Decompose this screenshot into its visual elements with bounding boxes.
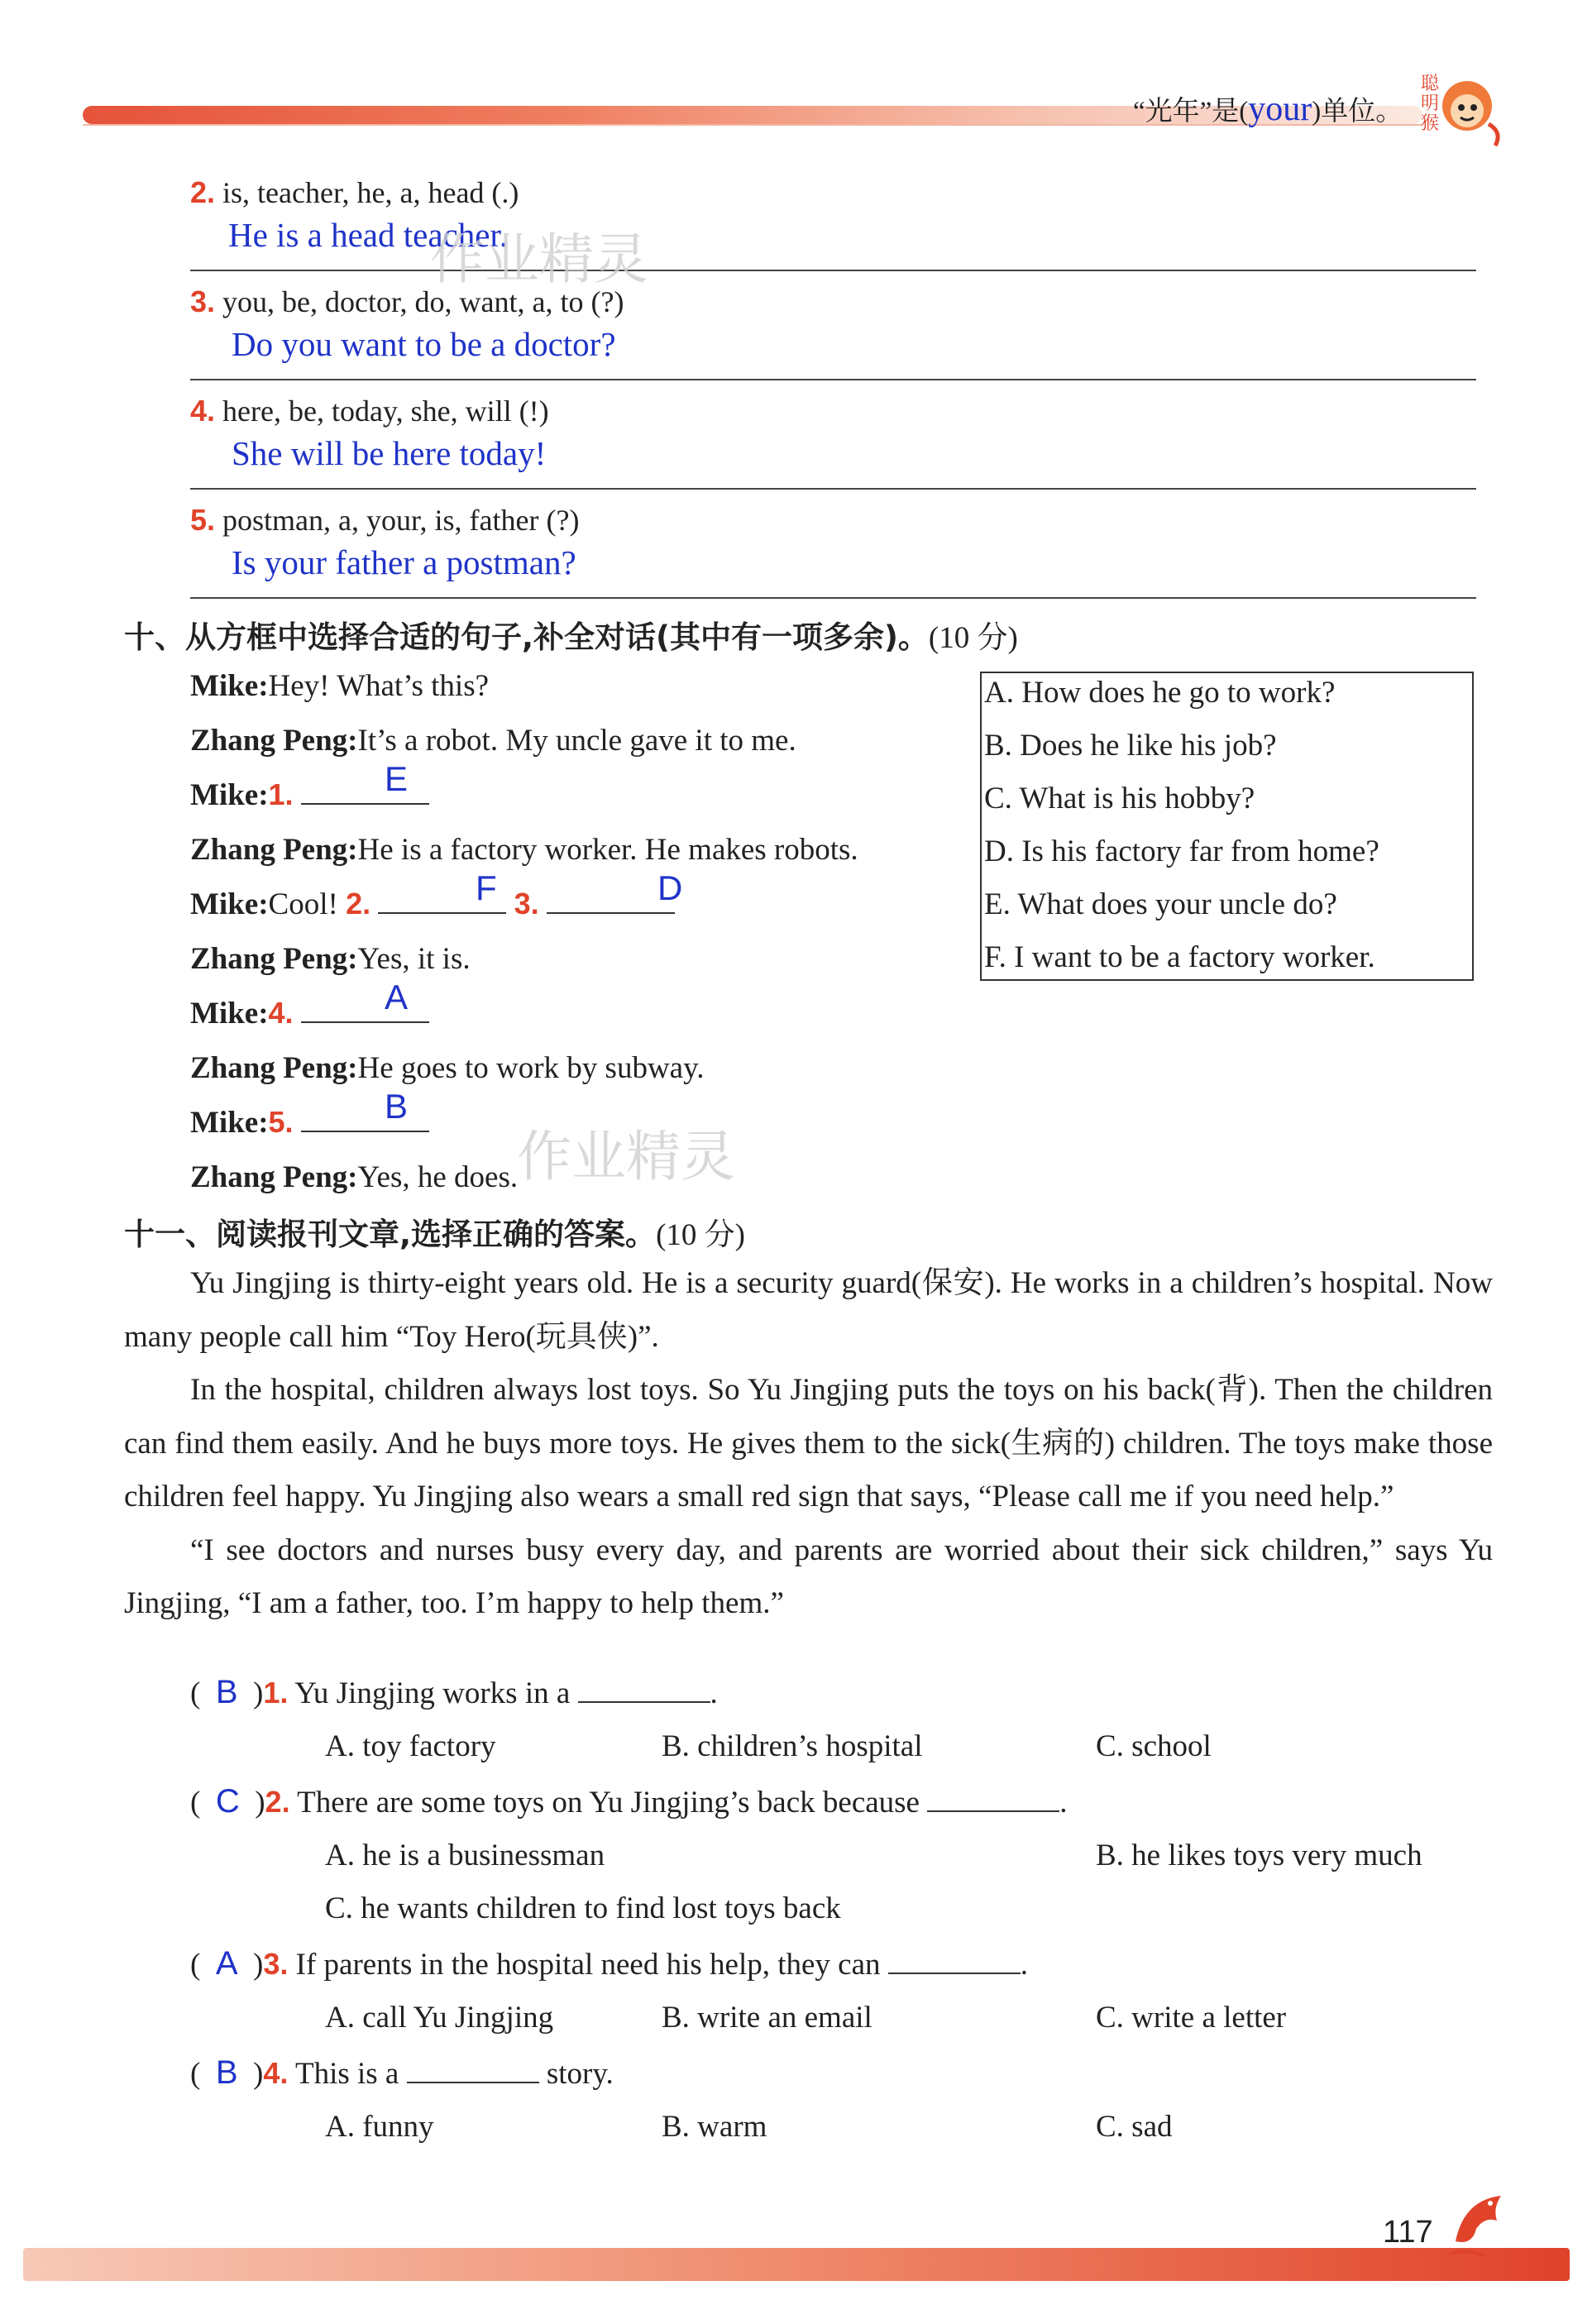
answer-blank: [301, 1018, 429, 1023]
dialogue-line: Zhang Peng:He goes to work by subway.: [190, 1051, 705, 1085]
option-c: C. What is his hobby?: [984, 782, 1255, 815]
choice: A. call Yu Jingjing: [325, 2001, 554, 2035]
option-d: D. Is his factory far from home?: [984, 834, 1379, 868]
answer-line: [190, 379, 1476, 380]
section-11-title: 十一、阅读报刊文章,选择正确的答案。(10 分): [124, 1217, 745, 1252]
mc-question-3: ( A )3. If parents in the hospital need his help, they can .: [190, 1945, 1029, 1982]
options-box: [980, 672, 1474, 981]
mascot-label: 聪明猴: [1421, 74, 1440, 134]
mc-question-2: ( C )2. There are some toys on Yu Jingjing’s back because .: [190, 1783, 1068, 1820]
dialogue-line: Mike:Hey! What’s this?: [190, 669, 490, 703]
choice: C. sad: [1096, 2110, 1173, 2144]
blank-answer-3: D: [657, 868, 683, 907]
answer-blank: [927, 1807, 1059, 1812]
dialogue-line: Zhang Peng:He is a factory worker. He makes robots.: [190, 833, 858, 867]
question-5: 5. postman, a, your, is, father (?): [190, 503, 580, 537]
answer-blank: [301, 1127, 429, 1132]
answer-blank: [407, 2078, 539, 2083]
footer-bar: [23, 2248, 1570, 2281]
choice: A. funny: [325, 2110, 434, 2144]
dialogue-line: Mike:1.: [190, 777, 429, 813]
riddle-question: “光年”是(: [1133, 97, 1249, 127]
question-4: 4. here, be, today, she, will (!): [190, 394, 549, 428]
dolphin-icon: [1439, 2183, 1522, 2270]
answer-blank: [301, 800, 429, 805]
choice: B. warm: [662, 2110, 767, 2144]
answer-blank: [378, 909, 506, 914]
blank-answer-5: B: [385, 1087, 409, 1126]
answer-line: [190, 488, 1476, 490]
question-3: 3. you, be, doctor, do, want, a, to (?): [190, 285, 624, 318]
answer-3: Do you want to be a doctor?: [232, 325, 616, 363]
section-10-title: 十、从方框中选择合适的句子,补全对话(其中有一项多余)。(10 分): [124, 619, 1018, 655]
dialogue-line: Zhang Peng:It’s a robot. My uncle gave it to me.: [190, 724, 796, 758]
question-2: 2. is, teacher, he, a, head (.): [190, 175, 519, 209]
choice: B. he likes toys very much: [1096, 1839, 1422, 1872]
watermark: 作业精灵: [517, 1125, 735, 1188]
dialogue-line: Mike:5.: [190, 1105, 429, 1140]
riddle-answer: your: [1248, 90, 1312, 128]
choice: B. children’s hospital: [662, 1729, 923, 1763]
header-riddle: [1133, 89, 1403, 129]
page-number: 117: [1383, 2215, 1433, 2250]
answer-line: [190, 597, 1476, 599]
dialogue-line: Zhang Peng:Yes, it is.: [190, 942, 471, 976]
dialogue-line: Mike:4.: [190, 996, 429, 1031]
dialogue-line: Zhang Peng:Yes, he does.: [190, 1160, 519, 1194]
riddle-end: )单位。: [1312, 97, 1403, 127]
answer-2: He is a head teacher.: [228, 216, 509, 254]
watermark: 作业精灵: [430, 227, 648, 291]
passage-paragraph: In the hospital, children always lost toys. So Yu Jingjing puts the toys on his back(背). Then the children can find them easily. And he buys more toys. He gives them to the sick(生病的) children. The toys make those children feel happy. Yu Jingjing also wears a small red sign that says, “Please call me if you need help.”: [124, 1373, 1493, 1513]
blank-answer-2: F: [476, 868, 497, 907]
choice: A. he is a businessman: [325, 1839, 605, 1872]
answer-4: She will be here today!: [232, 434, 547, 472]
answer-blank: [547, 909, 675, 914]
option-e: E. What does your uncle do?: [984, 887, 1337, 921]
dialogue-line: Mike:Cool! 2. 3.: [190, 887, 675, 922]
blank-answer-1: E: [385, 759, 409, 798]
option-f: F. I want to be a factory worker.: [984, 940, 1375, 974]
option-b: B. Does he like his job?: [984, 729, 1277, 763]
choice: B. write an email: [662, 2001, 872, 2035]
answer-5: Is your father a postman?: [232, 543, 576, 581]
choice: C. school: [1096, 1729, 1212, 1763]
answer-blank: [888, 1969, 1021, 1974]
option-a: A. How does he go to work?: [984, 676, 1336, 710]
reading-passage: [124, 1257, 1493, 1631]
blank-answer-4: A: [385, 978, 409, 1016]
mc-question-4: ( B )4. This is a story.: [190, 2054, 614, 2091]
mc-question-1: ( B )1. Yu Jingjing works in a .: [190, 1674, 718, 1710]
choice: A. toy factory: [325, 1729, 496, 1763]
passage-paragraph: Yu Jingjing is thirty-eight years old. He is a security guard(保安). He works in a children’s hospital. Now many people call him “Toy Hero(玩具侠)”.: [124, 1266, 1493, 1354]
passage-paragraph: “I see doctors and nurses busy every day, and parents are worried about their sick children,” says Yu Jingjing, “I am a father, too. I’m happy to help them.”: [124, 1533, 1493, 1620]
choice: C. write a letter: [1096, 2001, 1287, 2035]
choice: C. he wants children to find lost toys back: [325, 1891, 841, 1925]
answer-line: [190, 270, 1476, 271]
answer-blank: [578, 1698, 710, 1703]
